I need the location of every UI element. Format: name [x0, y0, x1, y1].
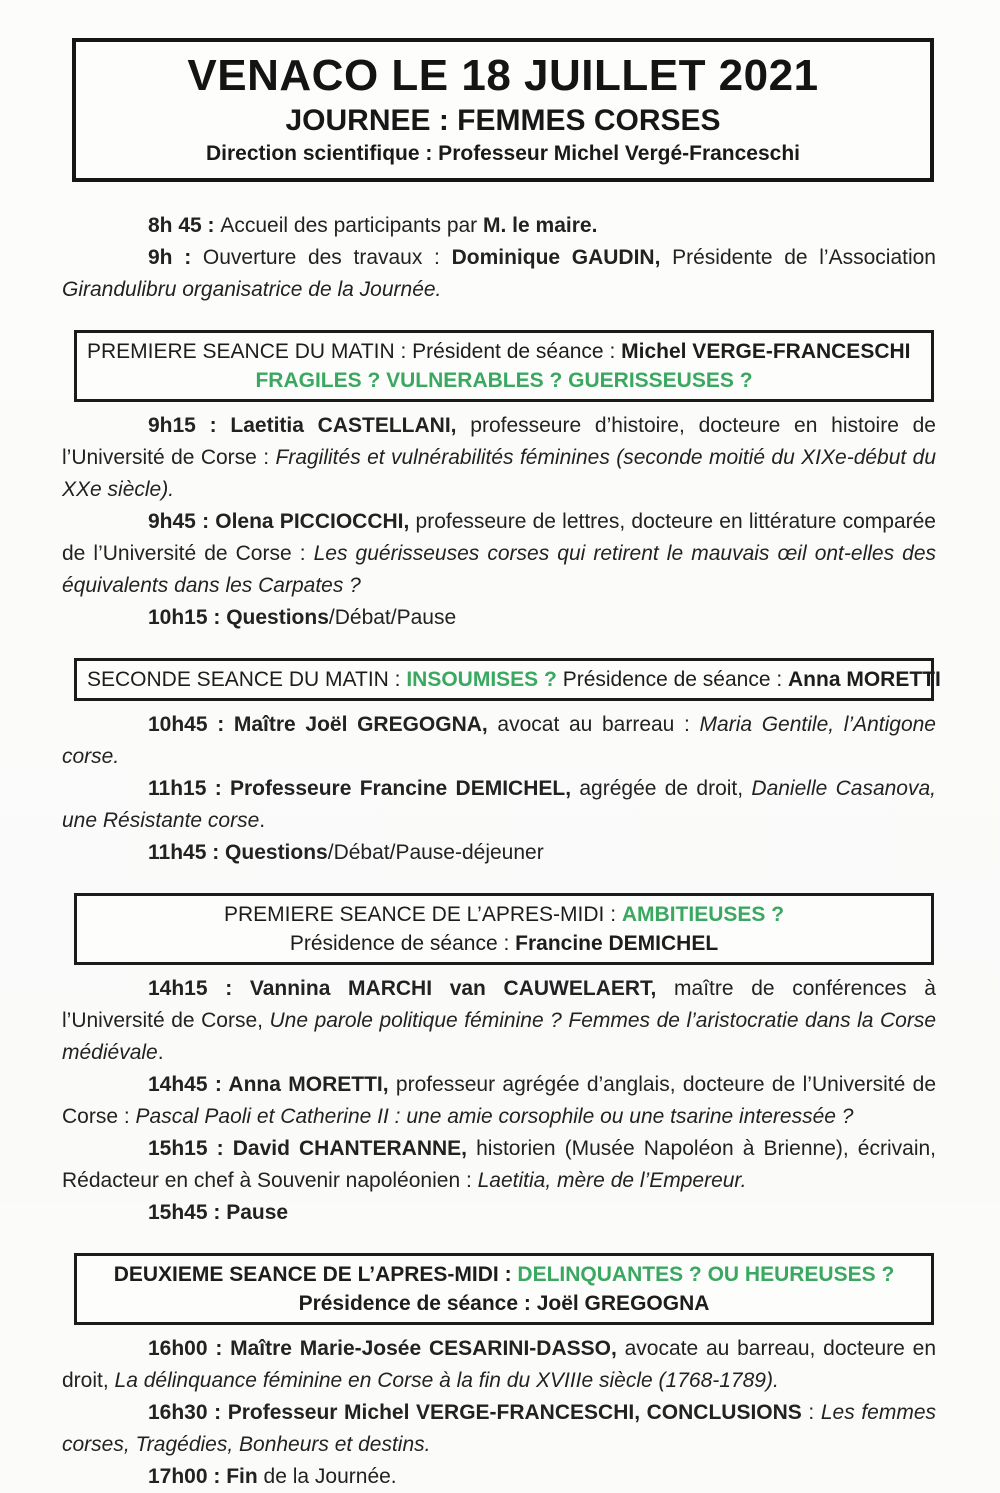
text-segment: Michel VERGE-FRANCESCHI: [621, 340, 911, 363]
talk-paragraph-0915: [62, 410, 936, 506]
text-segment: Fragilités et vulnérabilités féminines (seconde moitié du XIXe-début du XXe siècle).: [62, 446, 937, 501]
text-segment: Accueil des participants par: [220, 214, 484, 237]
talk-paragraph-0945: [62, 506, 936, 602]
session-box-afternoon-2: [74, 1253, 934, 1325]
text-segment: PREMIERE SEANCE DE L’APRES-MIDI :: [223, 903, 622, 926]
intro-block: [62, 210, 936, 306]
text-segment: Francine DEMICHEL: [515, 932, 719, 955]
text-segment: maître de conférences à l’Université de Corse,: [62, 977, 936, 1032]
talk-paragraph-1045: [62, 709, 936, 773]
text-segment: DELINQUANTES ? OU HEUREUSES ?: [517, 1263, 895, 1286]
text-segment: 11h45 : Questions: [148, 841, 328, 864]
text-segment: 16h00 : Maître Marie-Josée CESARINI-DASSO,: [148, 1337, 625, 1360]
session-title-line: [87, 337, 921, 366]
text-segment: 10h45 : Maître Joël GREGOGNA,: [148, 713, 498, 736]
session-title-line: [87, 665, 941, 694]
text-segment: /Débat/Pause-déjeuner: [327, 841, 544, 864]
text-segment: professeure d’histoire, docteure en histoire de l’Université de Corse :: [62, 414, 936, 469]
session-title-line: [87, 1260, 921, 1289]
text-segment: 14h15 : Vannina MARCHI van CAUWELAERT,: [148, 977, 675, 1000]
page-title: VENACO LE 18 JUILLET 2021: [187, 51, 819, 100]
text-segment: Les femmes corses, Tragédies, Bonheurs et destins.: [62, 1401, 936, 1456]
talk-paragraph-1515: [62, 1133, 936, 1197]
talk-paragraph-1700: [62, 1461, 936, 1493]
talk-paragraph-1015: [62, 602, 936, 634]
text-segment: 9h :: [148, 246, 203, 269]
text-segment: 15h15 : David CHANTERANNE,: [148, 1137, 477, 1160]
text-segment: Pascal Paoli et Catherine II : une amie corsophile ou une tsarine interessée ?: [135, 1105, 854, 1128]
text-segment: :: [801, 1401, 821, 1424]
text-segment: .: [259, 809, 266, 832]
session-morning-1-body: [62, 410, 936, 634]
text-segment: 14h45 : Anna MORETTI,: [148, 1073, 396, 1096]
text-segment: AMBITIEUSES ?: [621, 903, 785, 926]
talk-paragraph-1145: [62, 837, 936, 869]
session-box-morning-2: [74, 658, 941, 701]
session-afternoon-1-body: [62, 973, 936, 1229]
scientific-direction: Direction scientifique : Professeur Michel Vergé-Franceschi: [205, 142, 801, 165]
text-segment: .: [157, 1041, 164, 1064]
text-segment: professeure de lettres, docteure en littérature comparée de l’Université de Corse :: [62, 510, 936, 565]
page-subtitle: JOURNEE : FEMMES CORSES: [285, 104, 721, 137]
text-segment: agrégée de droit,: [579, 777, 752, 800]
text-segment: 16h30 : Professeur Michel VERGE-FRANCESCHI, CONCLUSIONS: [148, 1401, 802, 1424]
text-segment: 8h 45 :: [148, 214, 221, 237]
text-segment: Présidence de séance :: [562, 668, 788, 691]
talk-paragraph-1630: [62, 1397, 936, 1461]
intro-paragraph-0845: [62, 210, 936, 242]
session-theme-line: [87, 366, 921, 395]
text-segment: 9h15 : Laetitia CASTELLANI,: [148, 414, 471, 437]
text-segment: Présidence de séance :: [289, 932, 516, 955]
talk-paragraph-1600: [62, 1333, 936, 1397]
text-segment: historien (Musée Napoléon à Brienne), écrivain, Rédacteur en chef à Souvenir napoléonien :: [62, 1137, 936, 1192]
session-box-morning-1: [74, 330, 934, 402]
header-box: [72, 38, 934, 182]
text-segment: Une parole politique féminine ? Femmes de l’aristocratie dans la Corse médiévale: [62, 1009, 937, 1064]
session-morning-2-body: [62, 709, 936, 869]
text-segment: SECONDE SEANCE DU MATIN :: [87, 668, 407, 691]
text-segment: DEUXIEME SEANCE DE L’APRES-MIDI :: [113, 1263, 518, 1286]
text-segment: Anna MORETTI: [788, 668, 941, 691]
text-segment: Les guérisseuses corses qui retirent le mauvais œil ont-elles des équivalents dans les Carpates ?: [62, 542, 937, 597]
text-segment: avocat au barreau :: [497, 713, 700, 736]
text-segment: INSOUMISES ?: [406, 668, 563, 691]
text-segment: PREMIERE SEANCE DU MATIN : Président de séance :: [87, 340, 622, 363]
text-segment: /Débat/Pause: [328, 606, 457, 629]
talk-paragraph-1115: [62, 773, 936, 837]
text-segment: Présidente de l’Association: [672, 246, 936, 269]
intro-paragraph-0900: [62, 242, 936, 306]
text-segment: Ouverture des travaux :: [202, 246, 452, 269]
text-segment: La délinquance féminine en Corse à la fin du XVIIIe siècle (1768-1789).: [114, 1369, 779, 1392]
text-segment: FRAGILES ? VULNERABLES ? GUERISSEUSES ?: [255, 369, 753, 392]
text-segment: 9h45 : Olena PICCIOCCHI,: [148, 510, 416, 533]
text-segment: Maria Gentile, l’Antigone corse.: [62, 713, 936, 768]
text-segment: Laetitia, mère de l’Empereur.: [477, 1169, 747, 1192]
text-segment: Danielle Casanova, une Résistante corse: [62, 777, 936, 832]
talk-paragraph-1415: [62, 973, 936, 1069]
text-segment: Présidence de séance : Joël GREGOGNA: [298, 1292, 710, 1315]
text-segment: M. le maire.: [483, 214, 598, 237]
talk-paragraph-1445: [62, 1069, 936, 1133]
session-afternoon-2-body: [62, 1333, 936, 1493]
text-segment: 15h45 : Pause: [148, 1201, 289, 1224]
text-segment: de la Journée.: [257, 1465, 397, 1488]
text-segment: Girandulibru organisatrice de la Journée.: [62, 278, 442, 301]
text-segment: avocate au barreau, docteure en droit,: [62, 1337, 937, 1392]
text-segment: 17h00 : Fin: [148, 1465, 258, 1488]
text-segment: 10h15 : Questions: [148, 606, 329, 629]
session-chair-line: [87, 929, 921, 958]
text-segment: 11h15 : Professeure Francine DEMICHEL,: [148, 777, 580, 800]
text-segment: professeur agrégée d’anglais, docteure de l’Université de Corse :: [62, 1073, 936, 1128]
session-chair-line: [87, 1289, 921, 1318]
text-segment: Dominique GAUDIN,: [451, 246, 673, 269]
session-box-afternoon-1: [74, 893, 934, 965]
session-title-line: [87, 900, 921, 929]
